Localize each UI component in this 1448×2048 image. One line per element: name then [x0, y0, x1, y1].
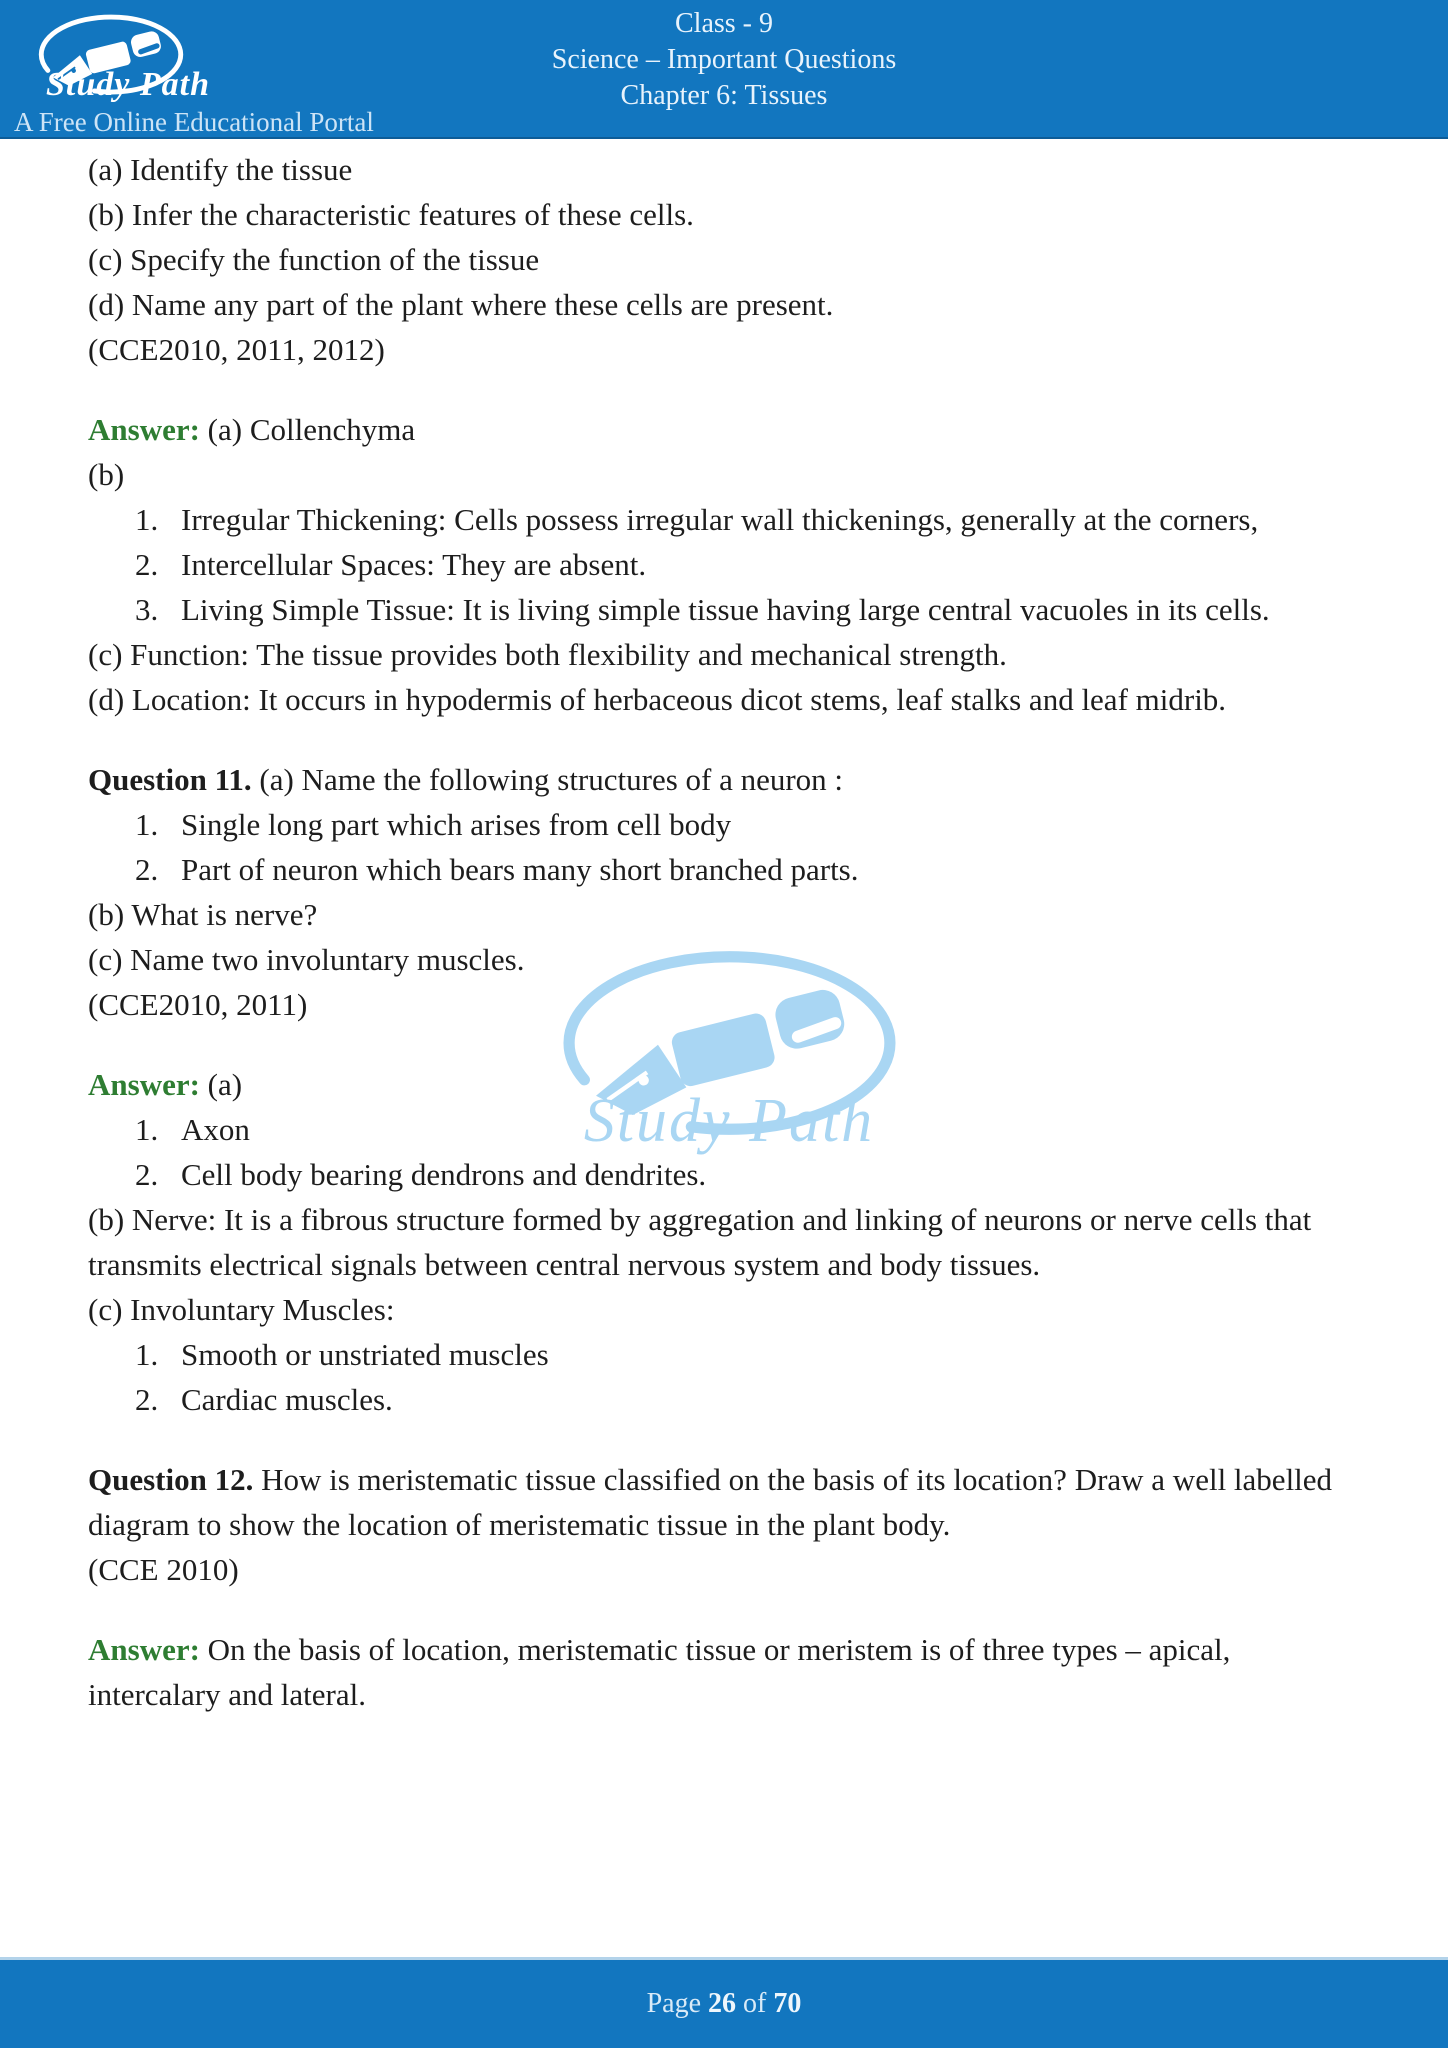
answer11-intro-line [88, 1062, 1368, 1107]
text-line: (CCE2010, 2011, 2012) [88, 332, 385, 367]
footer-of-text: of [743, 1988, 767, 2019]
text-line: (CCE2010, 2011) [88, 987, 308, 1022]
list-item-text: Single long part which arises from cell body [181, 807, 732, 842]
answer10-tail-lines [88, 632, 1368, 722]
answer10-intro-line [88, 407, 1368, 452]
list-item-number: 1. [135, 807, 159, 842]
list-item-number: 2. [135, 1157, 159, 1192]
question11-numbered-list [88, 802, 1368, 892]
header-banner [0, 0, 1448, 139]
page-content [88, 139, 1368, 1717]
header-chapter-line: Chapter 6: Tissues [620, 80, 828, 111]
question12 [88, 1457, 1368, 1592]
list-item-number: 2. [135, 852, 159, 887]
header-subject-line: Science – Important Questions [551, 44, 897, 75]
list-item-text: Cardiac muscles. [181, 1382, 393, 1417]
list-item-text: Living Simple Tissue: It is living simple tissue having large central vacuoles in its cells. [181, 592, 1270, 627]
list-item [88, 1152, 1368, 1197]
question11-tail-lines [88, 892, 1368, 1027]
answer-label: Answer: [88, 1632, 200, 1667]
list-item-number: 1. [135, 1337, 159, 1372]
answer-label: Answer: [88, 412, 200, 447]
answer11-muscles-list [88, 1332, 1368, 1422]
answer11-nerve-paragraph: (b) Nerve: It is a fibrous structure formed by aggregation and linking of neurons or nerve cells that transmits electrical signals between central nervous system and body tissues. [88, 1202, 1312, 1282]
list-item [88, 497, 1368, 542]
answer12-text: On the basis of location, meristematic tissue or meristem is of three types – apical, intercalary and lateral. [88, 1632, 1231, 1712]
list-item-number: 1. [135, 502, 159, 537]
list-item-text: Axon [181, 1112, 250, 1147]
header-titles [0, 6, 1448, 114]
answer12-line [88, 1627, 1368, 1717]
question-label: Question 12. [88, 1462, 254, 1497]
header-class-line: Class - 9 [675, 8, 773, 39]
question-label: Question 11. [88, 762, 252, 797]
text-line: (c) Specify the function of the tissue [88, 242, 540, 277]
question10-lines [88, 147, 1368, 372]
list-item-text: Cell body bearing dendrons and dendrites. [181, 1157, 707, 1192]
list-item [88, 847, 1368, 892]
answer11-involuntary-heading: (c) Involuntary Muscles: [88, 1292, 395, 1327]
text-line: (d) Location: It occurs in hypodermis of herbaceous dicot stems, leaf stalks and leaf midrib. [88, 682, 1227, 717]
answer10-numbered-list [88, 497, 1368, 632]
list-item [88, 1332, 1368, 1377]
list-item-text: Part of neuron which bears many short branched parts. [181, 852, 859, 887]
list-item [88, 802, 1368, 847]
answer-label: Answer: [88, 1067, 200, 1102]
list-item-number: 2. [135, 1382, 159, 1417]
text-line: (c) Name two involuntary muscles. [88, 942, 525, 977]
answer10-sub: (b) [88, 457, 125, 492]
question12-text: How is meristematic tissue classified on the basis of its location? Draw a well labelled diagram to show the location of meristematic tissue in the plant body. [88, 1462, 1333, 1542]
text-line: (c) Function: The tissue provides both flexibility and mechanical strength. [88, 637, 1007, 672]
watermark-brand-text: Study Path [583, 1087, 875, 1155]
list-item [88, 542, 1368, 587]
list-item [88, 587, 1368, 632]
list-item-number: 2. [135, 547, 159, 582]
list-item-number: 3. [135, 592, 159, 627]
list-item-number: 1. [135, 1112, 159, 1147]
answer11-numbered-list [88, 1107, 1368, 1197]
footer-total-pages: 70 [773, 1988, 802, 2019]
footer-page-prefix: Page [646, 1988, 702, 2019]
list-item [88, 1377, 1368, 1422]
logo-tagline: A Free Online Educational Portal [14, 107, 374, 137]
question11 [88, 757, 1368, 1027]
text-line: (b) What is nerve? [88, 897, 318, 932]
question12-title-line [88, 1457, 1368, 1547]
logo-brand-text: Study Path [46, 66, 210, 103]
answer10 [88, 407, 1368, 722]
list-item-text: Intercellular Spaces: They are absent. [181, 547, 647, 582]
question11-text: (a) Name the following structures of a neuron : [259, 762, 844, 797]
text-line: (a) Identify the tissue [88, 152, 353, 187]
list-item-text: Smooth or unstriated muscles [181, 1337, 549, 1372]
text-line: (b) Infer the characteristic features of these cells. [88, 197, 694, 232]
answer11-intro: (a) [207, 1067, 243, 1102]
text-line: (d) Name any part of the plant where these cells are present. [88, 287, 834, 322]
list-item [88, 1107, 1368, 1152]
question10-parts [88, 147, 1368, 372]
question12-cce-line: (CCE 2010) [88, 1552, 239, 1587]
footer-banner [0, 1957, 1448, 2048]
answer11 [88, 1062, 1368, 1422]
question11-title-line [88, 757, 1368, 802]
answer10-intro: (a) Collenchyma [207, 412, 416, 447]
list-item-text: Irregular Thickening: Cells possess irregular wall thickenings, generally at the corners, [181, 502, 1259, 537]
footer-page-number: 26 [708, 1988, 737, 2019]
answer12 [88, 1627, 1368, 1717]
